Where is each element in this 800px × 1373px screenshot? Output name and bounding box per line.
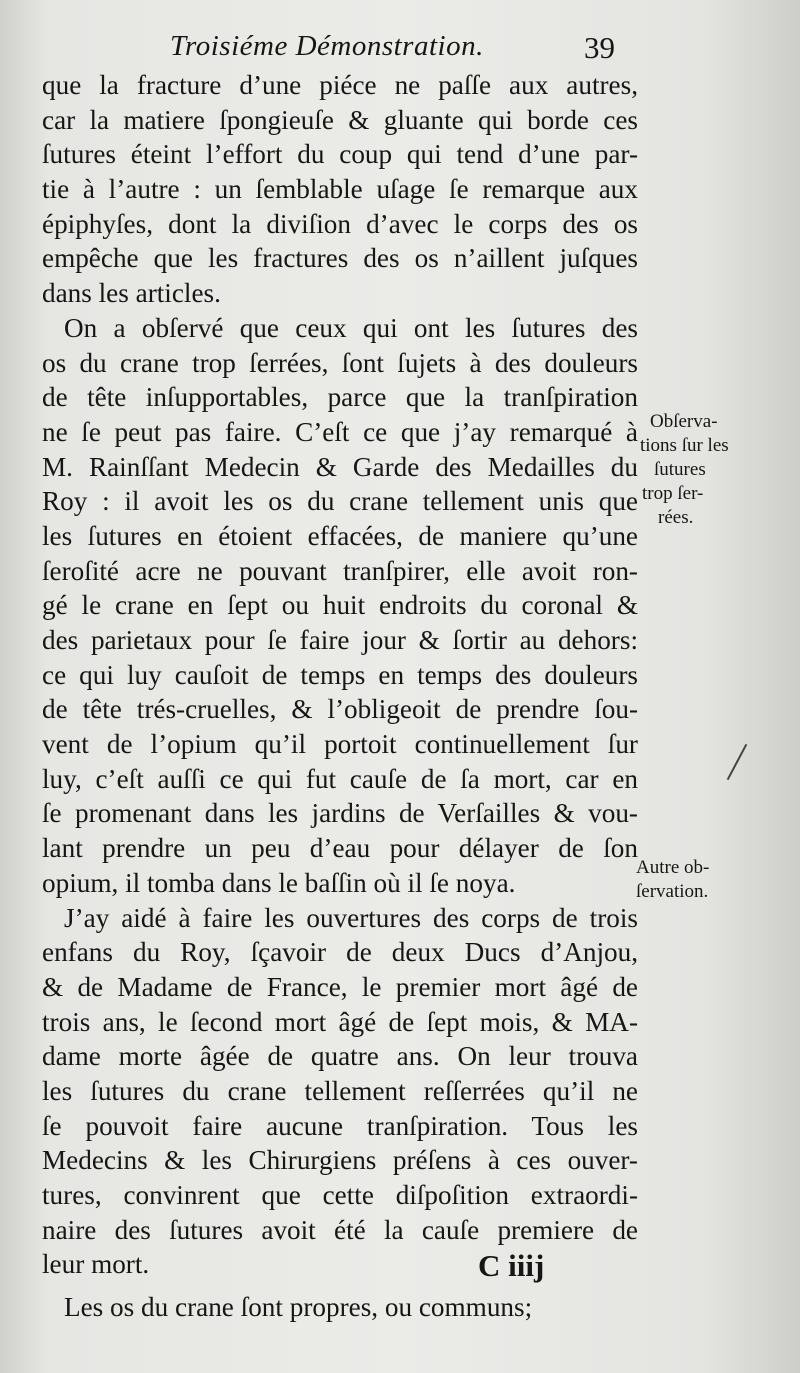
text-line: & de Madame de France, le premier mort âgé de xyxy=(42,971,638,1002)
text-line: empêche que les fractures des os n’aillent juſques xyxy=(42,243,638,274)
text-line: leur mort. xyxy=(42,1249,150,1280)
text-line: dans les articles. xyxy=(42,278,221,309)
text-line: dame morte âgée de quatre ans. On leur trouva xyxy=(42,1041,638,1072)
text-line: Medecins & les Chirurgiens préſens à ces ouver- xyxy=(42,1145,638,1176)
text-line: Les os du crane ſont propres, ou communs; xyxy=(64,1292,533,1323)
text-line: enfans du Roy, ſçavoir de deux Ducs d’Anjou, xyxy=(42,937,638,968)
margin-note-line: rées. xyxy=(658,507,694,528)
text-line: ne ſe peut pas faire. C’eſt ce que j’ay remarqué à xyxy=(42,416,638,447)
text-line: On a obſervé que ceux qui ont les ſutures des xyxy=(64,312,638,343)
margin-note-line: tions ſur les xyxy=(640,435,729,456)
text-line: ſutures éteint l’effort du coup qui tend d’une par- xyxy=(42,139,638,170)
text-line: les ſutures en étoient effacées, de maniere qu’une xyxy=(42,520,638,551)
text-line: épiphyſes, dont la diviſion d’avec le corps des os xyxy=(42,208,638,239)
stray-pen-mark xyxy=(727,744,748,780)
text-line: ce qui luy cauſoit de temps en temps des douleurs xyxy=(42,659,638,690)
text-line: lant prendre un peu d’eau pour délayer de ſon xyxy=(42,833,638,864)
text-line: les ſutures du crane tellement reſſerrées qu’il ne xyxy=(42,1075,638,1106)
text-line: Roy : il avoit les os du crane tellement unis que xyxy=(42,486,638,517)
margin-note-other-observation xyxy=(636,856,709,904)
text-line: J’ay aidé à faire les ouvertures des corps de trois xyxy=(64,902,638,933)
running-title: Troisiéme Démonstration. xyxy=(170,30,484,62)
margin-note-line: ſutures xyxy=(654,459,706,480)
margin-note-line: Autre ob- xyxy=(636,857,710,878)
text-line: de tête trés-cruelles, & l’obligeoit de prendre ſou- xyxy=(42,694,638,725)
text-line: de tête inſupportables, parce que la tranſpiration xyxy=(42,382,638,413)
text-line: luy, c’eſt auſſi ce qui fut cauſe de ſa mort, car en xyxy=(42,763,638,794)
body-text xyxy=(42,68,638,1325)
text-line: gé le crane en ſept ou huit endroits du coronal & xyxy=(42,590,638,621)
text-line: os du crane trop ſerrées, ſont ſujets à des douleurs xyxy=(42,347,638,378)
text-line: des parietaux pour ſe faire jour & ſortir au dehors: xyxy=(42,625,638,655)
text-line: vent de l’opium qu’il portoit continuellement ſur xyxy=(42,729,638,760)
margin-note-line: ſervation. xyxy=(636,881,709,902)
text-line: trois ans, le ſecond mort âgé de ſept mois, & MA- xyxy=(42,1006,638,1037)
text-line: ſe promenant dans les jardins de Verſailles & vou- xyxy=(42,798,638,829)
text-line: tures, convinrent que cette diſpoſition extraordi- xyxy=(42,1180,638,1210)
signature-mark: C iiij xyxy=(478,1248,545,1283)
text-line: M. Rainſſant Medecin & Garde des Medailles du xyxy=(42,451,638,482)
text-line: tie à l’autre : un ſemblable uſage ſe remarque aux xyxy=(42,174,638,205)
text-line: car la matiere ſpongieuſe & gluante qui borde ces xyxy=(42,104,638,135)
margin-note-line: trop ſer- xyxy=(642,483,704,504)
text-line: opium, il tomba dans le baſſin où il ſe noya. xyxy=(42,867,516,898)
text-line: ſeroſité acre ne pouvant tranſpirer, elle avoit ron- xyxy=(42,555,638,586)
text-line: ſe pouvoit faire aucune tranſpiration. Tous les xyxy=(42,1110,638,1141)
page-number: 39 xyxy=(584,30,615,65)
bleed-through-text xyxy=(640,60,645,86)
margin-note-observations xyxy=(640,410,729,530)
text-line: que la fracture d’une piéce ne paſſe aux autres, xyxy=(42,70,638,100)
margin-note-line: Obſerva- xyxy=(650,411,718,432)
text-line: naire des ſutures avoit été la cauſe premiere de xyxy=(42,1214,638,1245)
